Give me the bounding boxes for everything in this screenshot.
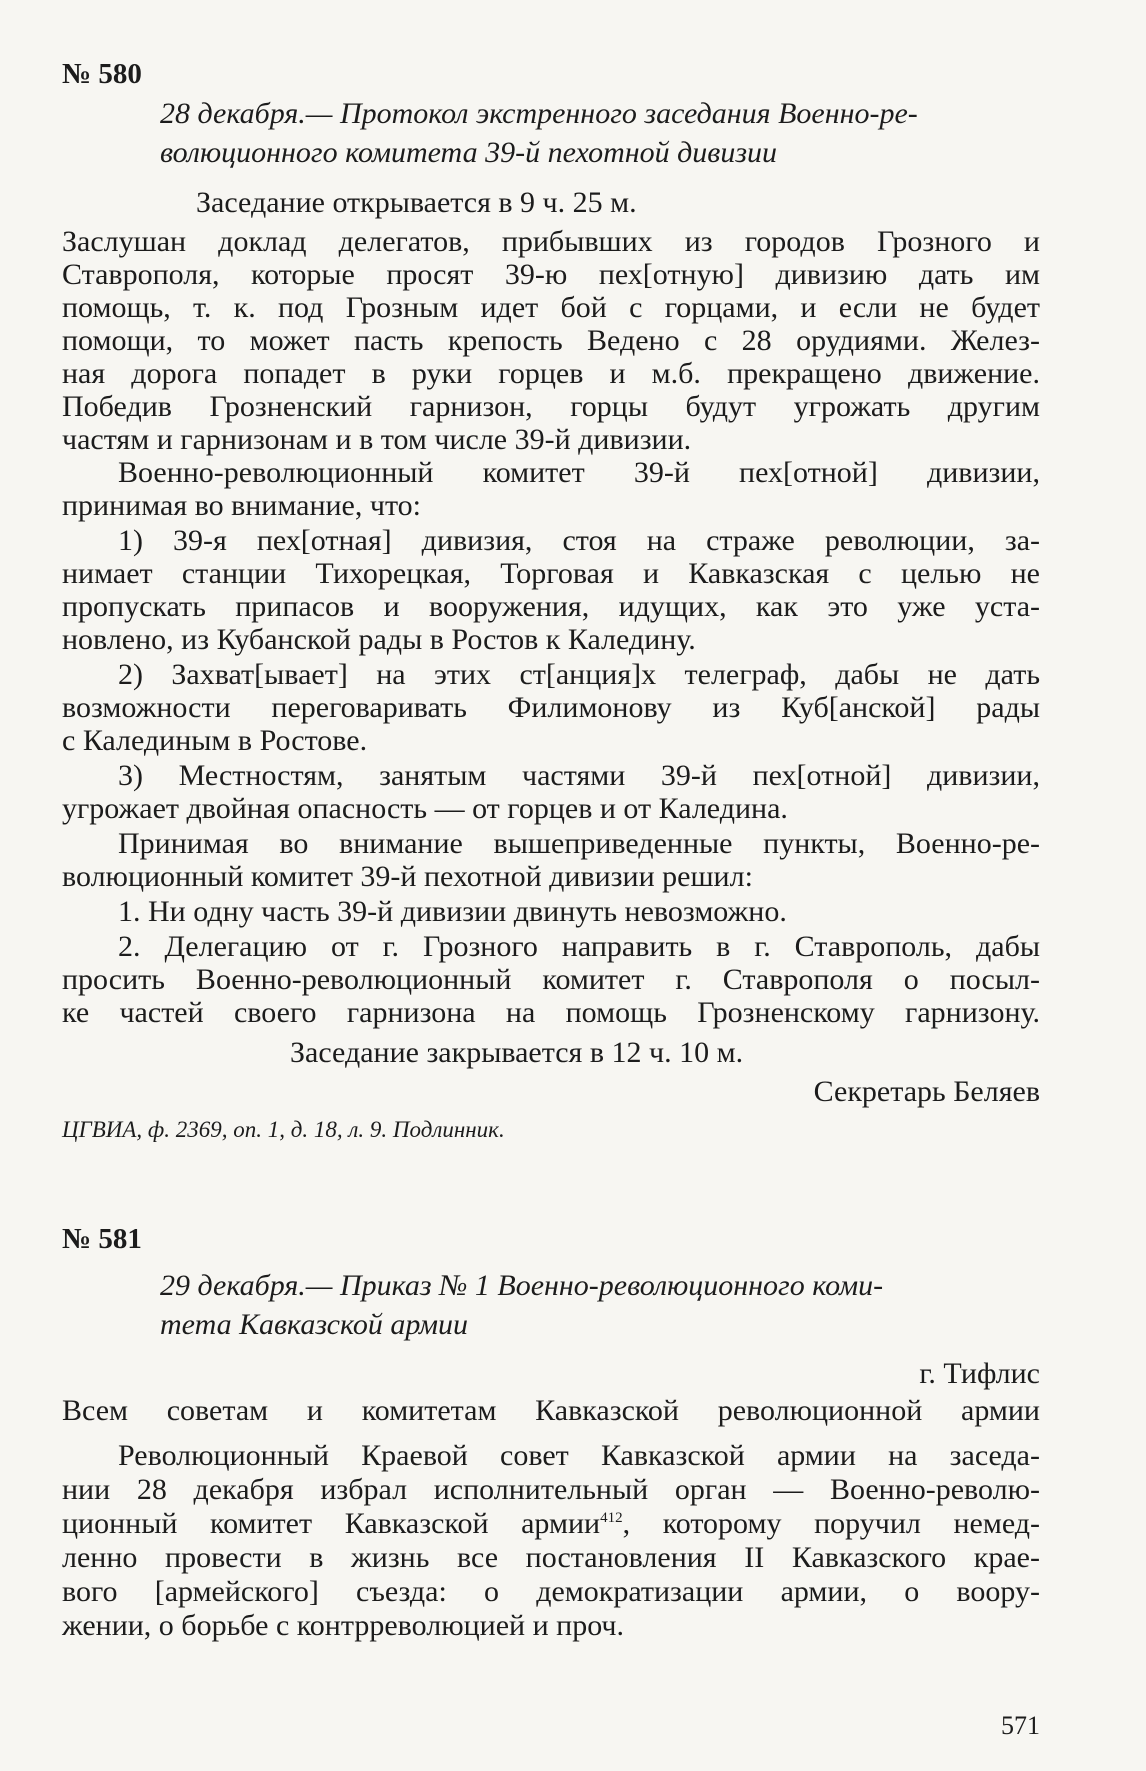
doc-580-para1-line: помощь, т. к. под Грозным идет бой с горцами, и если не будет (62, 291, 1040, 324)
doc-580-para3-line: волюционный комитет 39-й пехотной дивизии решил: (62, 860, 753, 893)
doc-581-body-line: нии 28 декабря избрал исполнительный орган — Военно-револю- (62, 1473, 1040, 1506)
footnote-ref-412[interactable]: 412 (600, 1510, 623, 1526)
doc-581-number: № 581 (62, 1223, 142, 1255)
doc-581-body-line: ленно провести в жизнь все постановления II Кавказского крае- (62, 1541, 1040, 1574)
doc-581-title-line-2: тета Кавказской армии (160, 1308, 469, 1341)
doc-580-decision2-line: ке частей своего гарнизона на помощь Грозненскому гарнизону. (62, 996, 1040, 1029)
doc-581-body-line: вого [армейского] съезда: о демократизации армии, о воору- (62, 1575, 1040, 1608)
doc-580-para3-line: Принимая во внимание вышеприведенные пункты, Военно-ре- (118, 827, 1040, 860)
doc-580-decision-1: 1. Ни одну часть 39-й дивизии двинуть невозможно. (118, 895, 787, 928)
doc-580-item2-line: 2) Захват[ывает] на этих ст[анция]х телеграф, дабы не дать (118, 658, 1040, 691)
doc-580-source: ЦГВИА, ф. 2369, оп. 1, д. 18, л. 9. Подлинник. (62, 1117, 505, 1142)
doc-580-item2-line: с Калединым в Ростове. (62, 724, 368, 757)
doc-580-decision2-line: 2. Делегацию от г. Грозного направить в г. Ставрополь, дабы (118, 930, 1040, 963)
doc-581-body-text: ционный комитет Кавказской армии (62, 1507, 601, 1540)
doc-581-place: г. Тифлис (919, 1357, 1040, 1390)
doc-580-item2-line: возможности переговаривать Филимонову из Куб[анской] рады (62, 691, 1040, 724)
doc-581-body-line: Революционный Краевой совет Кавказской армии на заседа- (118, 1439, 1040, 1472)
doc-580-item3-line: угрожает двойная опасность — от горцев и от Каледина. (62, 792, 788, 825)
doc-580-decision2-line: просить Военно-революционный комитет г. Ставрополя о посыл- (62, 963, 1040, 996)
doc-580-title-line-1: 28 декабря.— Протокол экстренного заседания Военно-ре- (160, 97, 918, 130)
doc-580-para1-line: частям и гарнизонам и в том числе 39-й дивизии. (62, 423, 692, 456)
doc-581-address: Всем советам и комитетам Кавказской революционной армии (62, 1394, 1040, 1427)
doc-580-para2-line: Военно-революционный комитет 39-й пех[отной] дивизии, (118, 456, 1040, 489)
doc-580-para1-line: ная дорога попадет в руки горцев и м.б. прекращено движение. (62, 357, 1040, 390)
doc-580-signature: Секретарь Беляев (813, 1075, 1040, 1108)
doc-580-title-line-2: волюционного комитета 39-й пехотной дивизии (160, 136, 778, 169)
doc-580-para1-line: Победив Грозненский гарнизон, горцы будут угрожать другим (62, 390, 1040, 423)
doc-580-item1-line: новлено, из Кубанской рады в Ростов к Каледину. (62, 623, 696, 656)
doc-581-body-line (62, 1507, 1040, 1541)
doc-580-item1-line: нимает станции Тихорецкая, Торговая и Кавказская с целью не (62, 557, 1040, 590)
doc-581-body-text: , которому поручил немед- (622, 1507, 1040, 1540)
doc-580-para1-line: Заслушан доклад делегатов, прибывших из городов Грозного и (62, 225, 1040, 258)
doc-580-item1-line: пропускать припасов и вооружения, идущих, как это уже уста- (62, 590, 1040, 623)
doc-581-title-line-1: 29 декабря.— Приказ № 1 Военно-революционного коми- (160, 1269, 884, 1302)
doc-580-para2-line: принимая во внимание, что: (62, 489, 422, 522)
doc-580-number: № 580 (62, 58, 142, 90)
doc-580-item1-line: 1) 39-я пех[отная] дивизия, стоя на страже революции, за- (118, 524, 1040, 557)
doc-580-item3-line: 3) Местностям, занятым частями 39-й пех[отной] дивизии, (118, 759, 1040, 792)
doc-580-opening: Заседание открывается в 9 ч. 25 м. (196, 186, 637, 219)
doc-580-closing: Заседание закрывается в 12 ч. 10 м. (290, 1036, 744, 1069)
doc-580-para1-line: Ставрополя, которые просят 39-ю пех[отную] дивизию дать им (62, 258, 1040, 291)
doc-581-body-line: жении, о борьбе с контрреволюцией и проч. (62, 1609, 625, 1642)
page-number: 571 (1001, 1711, 1040, 1740)
doc-580-para1-line: помощи, то может пасть крепость Ведено с 28 орудиями. Желез- (62, 324, 1040, 357)
